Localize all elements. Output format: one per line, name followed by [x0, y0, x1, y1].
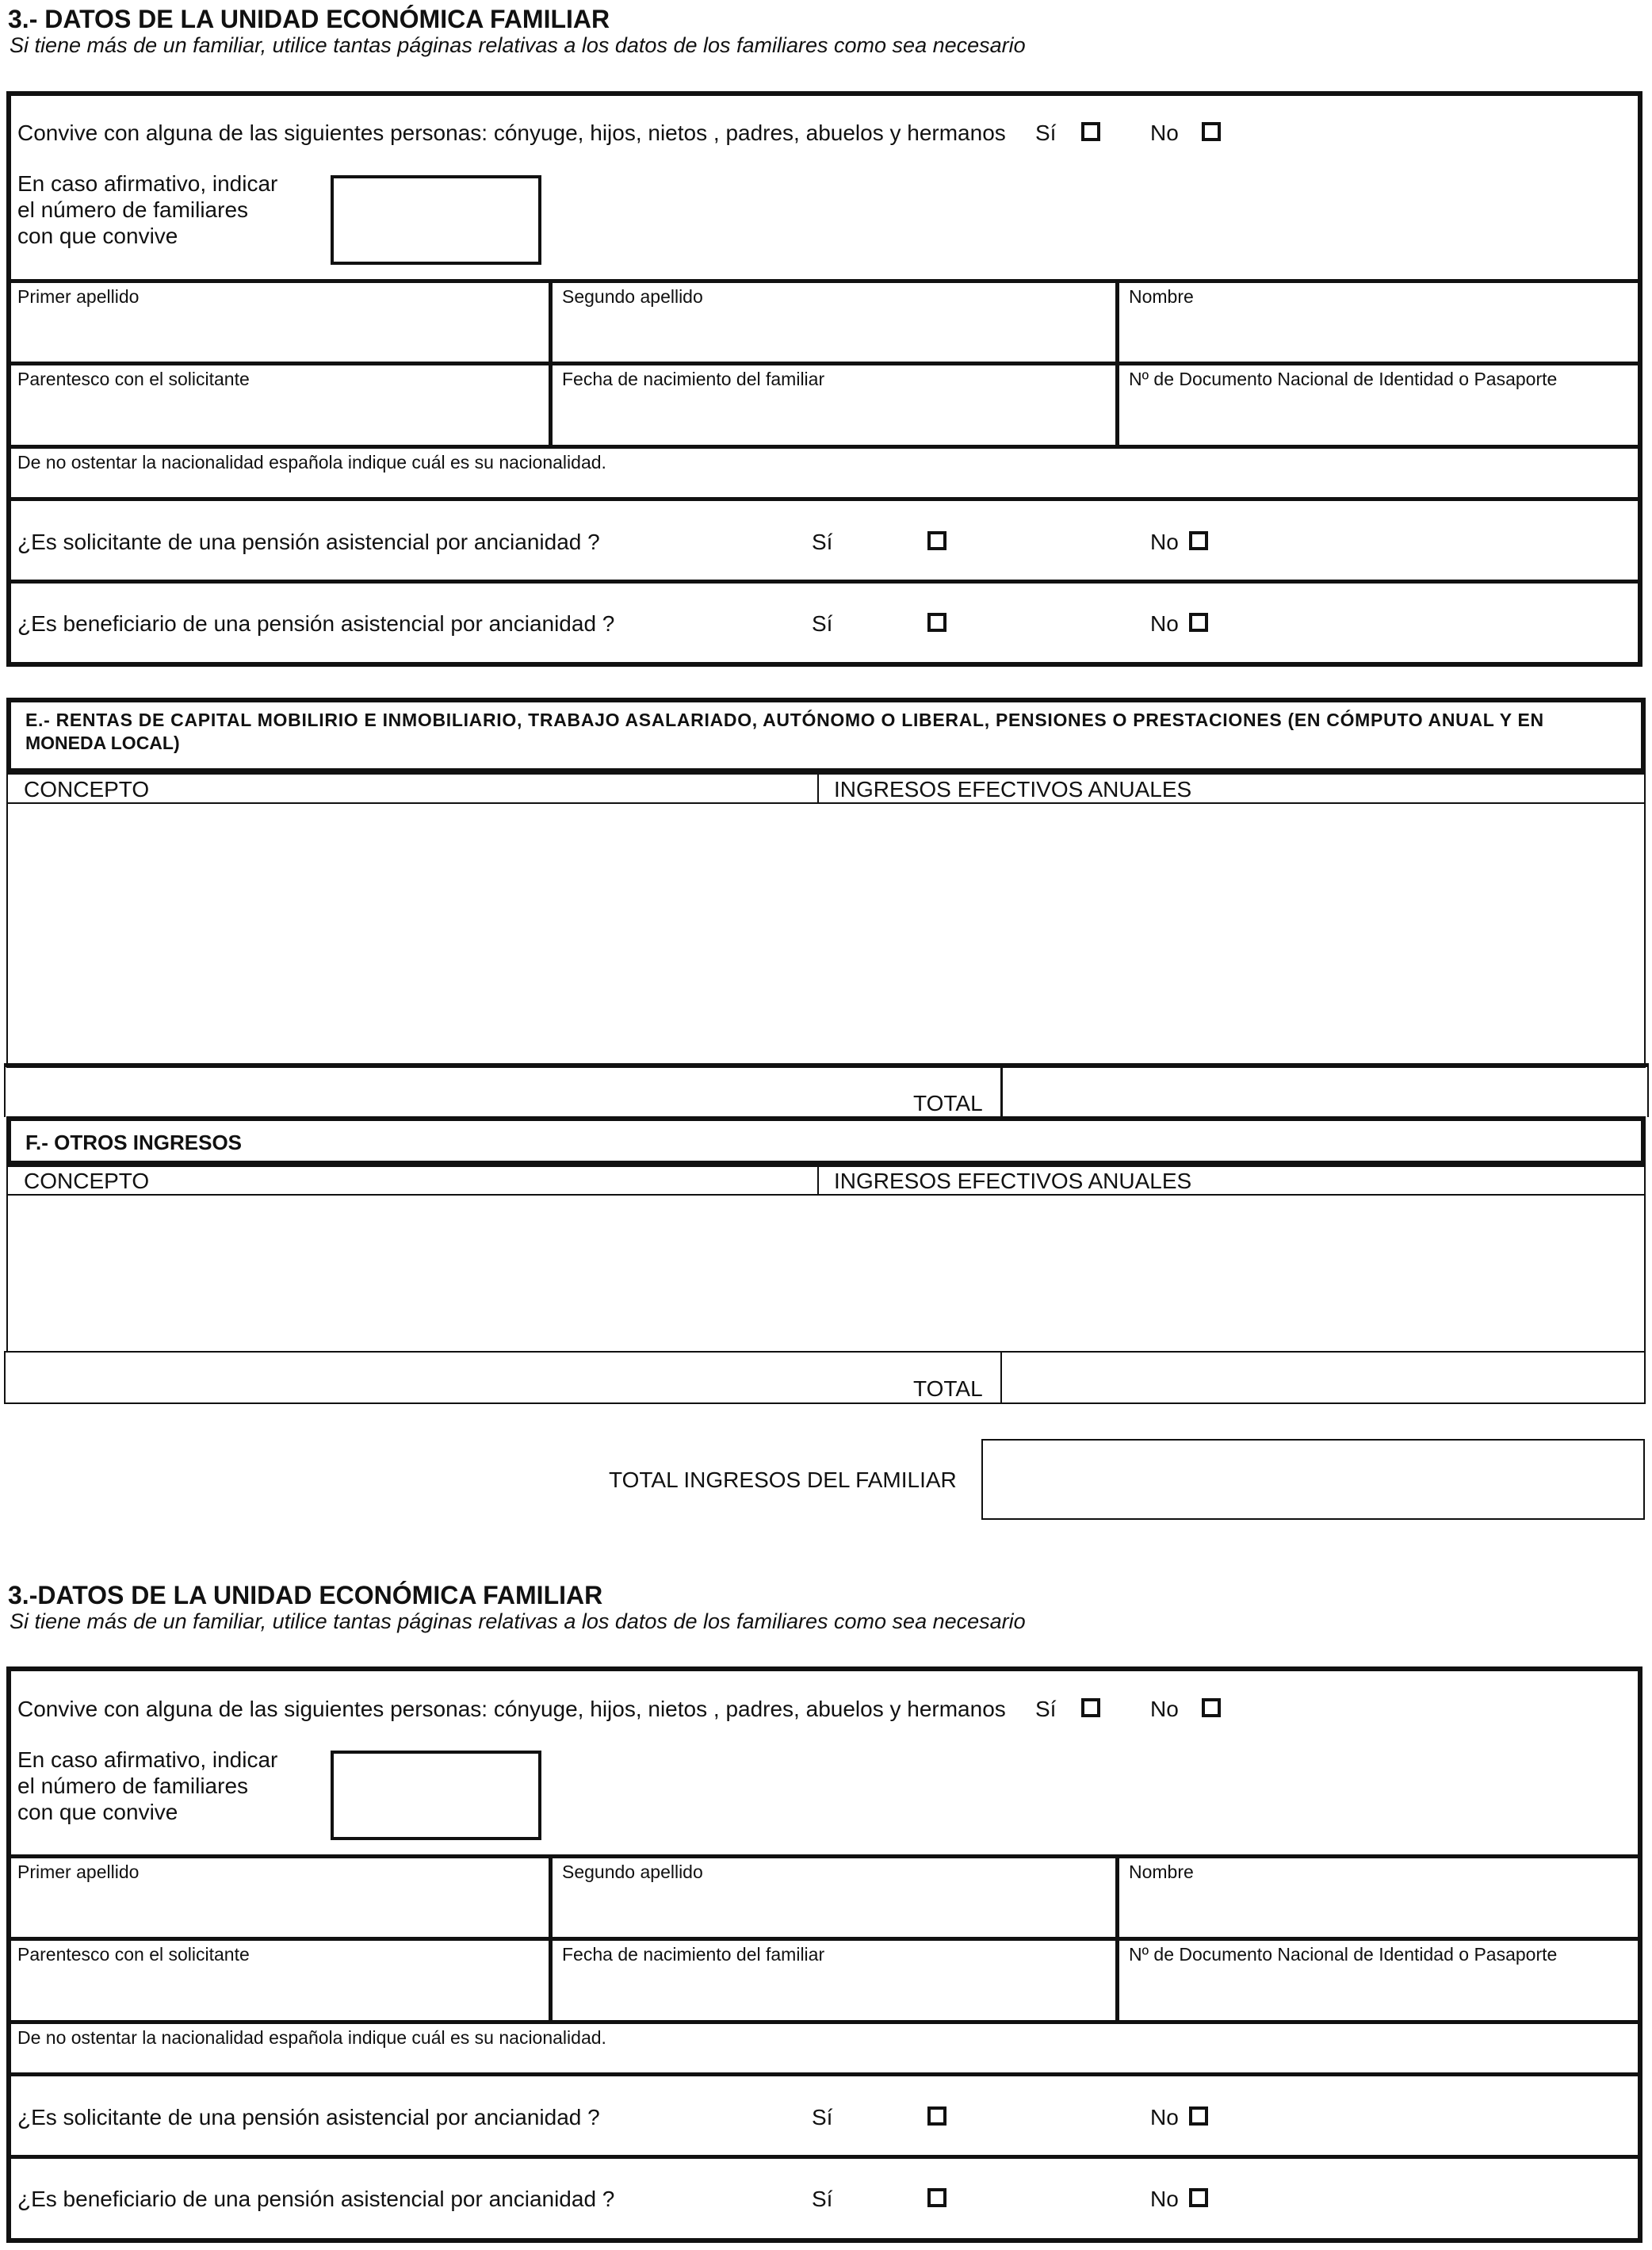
cohabit-no-label: No [1150, 1697, 1179, 1721]
rentas-title-line1: E.- RENTAS DE CAPITAL MOBILIRIO E INMOBILIARIO, TRABAJO ASALARIADO, AUTÓNOMO O LIBERAL, PENSIONES O PRESTACIONES (EN CÓMPUTO ANUAL Y EN [25, 710, 1544, 730]
nombre-label: Nombre [1129, 286, 1194, 307]
rentas-title-line2: MONEDA LOCAL) [25, 733, 180, 753]
rentas-total-value[interactable] [1003, 1067, 1641, 1116]
cohabit-yes-checkbox[interactable] [1081, 1698, 1100, 1717]
nombre-label: Nombre [1129, 1862, 1194, 1882]
segundo-apellido-label: Segundo apellido [562, 1862, 703, 1882]
nombre-field[interactable] [1119, 1858, 1638, 1937]
section-title: 3.- DATOS DE LA UNIDAD ECONÓMICA FAMILIAR [8, 5, 610, 33]
q-beneficiario-yes-checkbox[interactable] [927, 2188, 946, 2207]
section-title: 3.-DATOS DE LA UNIDAD ECONÓMICA FAMILIAR [8, 1581, 603, 1609]
count-label-line1: En caso afirmativo, indicar [17, 171, 278, 196]
q-beneficiario-yes-checkbox[interactable] [927, 613, 946, 632]
nacionalidad-label: De no ostentar la nacionalidad española indique cuál es su nacionalidad. [17, 2027, 606, 2048]
count-label-line1: En caso afirmativo, indicar [17, 1747, 278, 1772]
cohabit-yes-label: Sí [1035, 121, 1057, 145]
cohabit-no-label: No [1150, 121, 1179, 145]
q-beneficiario-no-checkbox[interactable] [1189, 2188, 1208, 2207]
primer-apellido-label: Primer apellido [17, 286, 140, 307]
rentas-total-label: TOTAL [913, 1091, 983, 1115]
count-label-line2: el número de familiares [17, 1774, 249, 1798]
q-beneficiario-no-label: No [1150, 611, 1179, 636]
primer-apellido-label: Primer apellido [17, 1862, 140, 1882]
cohabit-yes-checkbox[interactable] [1081, 122, 1100, 141]
otros-entries-area[interactable] [8, 1196, 1644, 1351]
parentesco-label: Parentesco con el solicitante [17, 369, 250, 389]
rentas-col-ingresos: INGRESOS EFECTIVOS ANUALES [834, 777, 1192, 802]
fecha-nacimiento-label: Fecha de nacimiento del familiar [562, 369, 825, 389]
q-solicitante: ¿Es solicitante de una pensión asistencial por ancianidad ? [17, 530, 600, 554]
q-solicitante-no-label: No [1150, 2105, 1179, 2129]
q-solicitante: ¿Es solicitante de una pensión asistencial por ancianidad ? [17, 2105, 600, 2129]
parentesco-label: Parentesco con el solicitante [17, 1944, 250, 1965]
q-beneficiario: ¿Es beneficiario de una pensión asistencial por ancianidad ? [17, 611, 615, 636]
q-solicitante-yes-checkbox[interactable] [927, 531, 946, 550]
nombre-field[interactable] [1119, 283, 1638, 362]
q-solicitante-no-checkbox[interactable] [1189, 2107, 1208, 2126]
count-label-line2: el número de familiares [17, 197, 249, 222]
section-subtitle: Si tiene más de un familiar, utilice tantas páginas relativas a los datos de los familiares como sea necesario [10, 1609, 1026, 1633]
nacionalidad-label: De no ostentar la nacionalidad española indique cuál es su nacionalidad. [17, 452, 606, 473]
q-solicitante-yes-label: Sí [812, 2105, 833, 2129]
cohabit-question: Convive con alguna de las siguientes personas: cónyuge, hijos, nietos , padres, abuelos y hermanos [17, 1697, 1006, 1721]
q-beneficiario-yes-label: Sí [812, 611, 833, 636]
cohabit-no-checkbox[interactable] [1202, 1698, 1221, 1717]
q-solicitante-no-label: No [1150, 530, 1179, 554]
otros-col-ingresos: INGRESOS EFECTIVOS ANUALES [834, 1169, 1192, 1193]
count-label-line3: con que convive [17, 1800, 178, 1824]
cohabit-question: Convive con alguna de las siguientes personas: cónyuge, hijos, nietos , padres, abuelos y hermanos [17, 121, 1006, 145]
family-count-input[interactable] [331, 175, 541, 265]
otros-total-label: TOTAL [913, 1376, 983, 1401]
family-count-input[interactable] [331, 1751, 541, 1840]
otros-col-concepto: CONCEPTO [24, 1169, 150, 1193]
q-beneficiario-no-checkbox[interactable] [1189, 613, 1208, 632]
rentas-col-concepto: CONCEPTO [24, 777, 150, 802]
q-solicitante-yes-label: Sí [812, 530, 833, 554]
q-solicitante-yes-checkbox[interactable] [927, 2107, 946, 2126]
total-familiar-label: TOTAL INGRESOS DEL FAMILIAR [609, 1467, 957, 1492]
count-label-line3: con que convive [17, 224, 178, 248]
otros-total-value[interactable] [1002, 1353, 1644, 1402]
section-subtitle: Si tiene más de un familiar, utilice tantas páginas relativas a los datos de los familiares como sea necesario [10, 33, 1026, 57]
documento-label: Nº de Documento Nacional de Identidad o Pasaporte [1129, 369, 1558, 389]
q-beneficiario-yes-label: Sí [812, 2187, 833, 2211]
rentas-entries-area[interactable] [8, 804, 1644, 1065]
q-beneficiario: ¿Es beneficiario de una pensión asistencial por ancianidad ? [17, 2187, 615, 2211]
otros-title: F.- OTROS INGRESOS [25, 1131, 243, 1154]
otros-title-box [6, 1116, 1646, 1165]
cohabit-no-checkbox[interactable] [1202, 122, 1221, 141]
total-familiar-input[interactable] [981, 1439, 1645, 1520]
segundo-apellido-label: Segundo apellido [562, 286, 703, 307]
fecha-nacimiento-label: Fecha de nacimiento del familiar [562, 1944, 825, 1965]
q-solicitante-no-checkbox[interactable] [1189, 531, 1208, 550]
documento-label: Nº de Documento Nacional de Identidad o Pasaporte [1129, 1944, 1558, 1965]
q-beneficiario-no-label: No [1150, 2187, 1179, 2211]
cohabit-yes-label: Sí [1035, 1697, 1057, 1721]
